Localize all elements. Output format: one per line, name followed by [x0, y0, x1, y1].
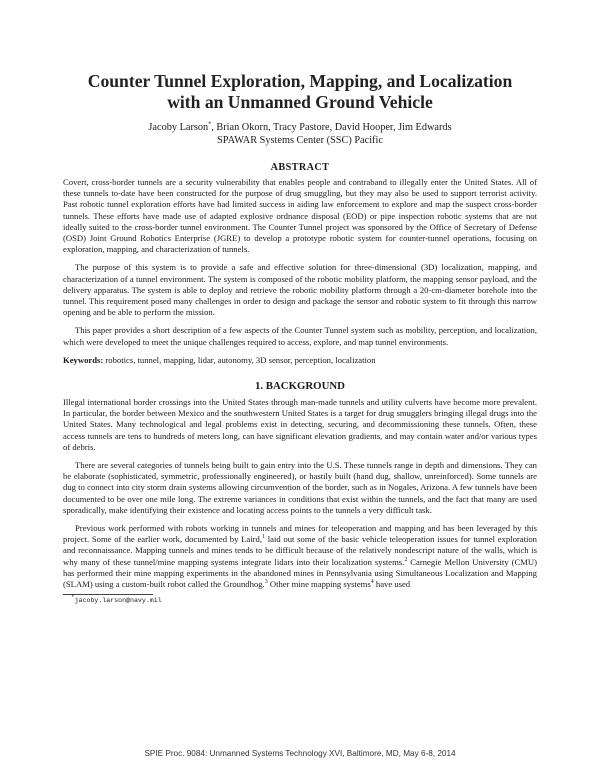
keywords [63, 355, 537, 366]
affiliation: SPAWAR Systems Center (SSC) Pacific [217, 135, 383, 146]
title-line-1: Counter Tunnel Exploration, Mapping, and Localization [87, 71, 513, 91]
footnote-rule [63, 594, 153, 595]
author-rest: , Brian Okorn, Tracy Pastore, David Hooper, Jim Edwards [211, 122, 452, 133]
author-first: Jacoby Larson [148, 122, 209, 133]
citation-4: 4 [370, 579, 374, 586]
citation-2: 2 [404, 556, 408, 563]
section-heading-background: 1. BACKGROUND [255, 380, 345, 393]
abstract-paragraph-2: The purpose of this system is to provide a safe and effective solution for three-dimensional (3D) localization, mapping, and characterization of a tunnel environment. The system is composed of the robotic mobility platform, the mapping sensor payload, and the delivery apparatus. The system is able to deploy and retrieve the robotic mobility platform through a 20-cm-diameter borehole into the tunnel. This requirement posed many challenges in order to design and package the sensor and robotic system to fit through this narrow opening and be able to perform the mission. [63, 262, 537, 318]
background-paragraph-3 [63, 523, 537, 590]
bg-p3-text-a: Previous work performed with robots working in tunnels and mines for teleoperation and mapping and has been leveraged by this project. Some of the earlier work, documented by Laird, [63, 523, 537, 545]
page-footer: SPIE Proc. 9084: Unmanned Systems Technology XVI, Baltimore, MD, May 6-8, 2014 [144, 749, 456, 758]
bg-p3-text-c: Carnegie Mellon University (CMU) has performed their mine mapping experiments in the abandoned mines in Pennsylvania using Simultaneous Localization and Mapping (SLAM) using a custom-built robot called the Groundhog. [63, 556, 537, 590]
keywords-text: robotics, tunnel, mapping, lidar, autonomy, 3D sensor, perception, localization [103, 354, 376, 365]
bg-p3-text-d: Other mine mapping systems [267, 579, 371, 590]
background-paragraph-2: There are several categories of tunnels being built to gain entry into the U.S. These tunnels range in depth and dimensions. They can be elaborate (sophisticated, symmetric, professionally engineered), or hastily built (hand dug, shallow, unreinforced). Some tunnels are dug to connect into city storm drain systems allowing circumvention of the border, such as in Nogales, Arizona. A few tunnels have been documented to be over one mile long. The extreme variances in conditions that exist within the tunnels, and the fact that many are used sporadically, make identifying their existence and locating access points to the tunnels a very difficult task. [63, 460, 537, 515]
citation-3: 3 [264, 579, 268, 586]
abstract-paragraph-1: Covert, cross-border tunnels are a security vulnerability that enables people and contraband to illegally enter the United States. All of these tunnels to-date have been constructed for the purpose of drug smuggling, but they may also be used to support terrorist activity. Past robotic tunnel exploration efforts have had limited success in aiding law enforcement to explore and map the suspect cross-border tunnels. These efforts have made use of adapted explosive ordnance disposal (EOD) or pipe inspection robotic systems that are not ideally suited to the cross-border tunnel environment. The Counter Tunnel project was sponsored by the Office of Secretary of Defense (OSD) Joint Ground Robotics Enterprise (JGRE) to develop a prototype robotic system for counter-tunnel operations, focusing on exploration, mapping, and characterization of tunnels. [63, 177, 537, 255]
background-paragraph-1: Illegal international border crossings into the United States through man-made tunnels and utility culverts have become more prevalent. In particular, the border between Mexico and the southwestern United States is a target for drug smugglers bringing illegal drugs into the United States. Many technological and legal problems exist in detecting, securing, and decommissioning these tunnels. Often, these access tunnels are tens to hundreds of meters long, can have significant elevation gradients, and may contain water and/or various types of debris. [63, 397, 537, 452]
title-line-2: with an Unmanned Ground Vehicle [167, 92, 433, 112]
paper-title [63, 0, 537, 113]
bg-p3-text-b: laid out some of the basic vehicle teleoperation issues for tunnel exploration and reconnaissance. Mapping tunnels and mines tends to be difficult because of the relatively nondescript nature of the walls, which is why many of these tunnel/mine mapping systems integrate lidars into their localization systems. [63, 534, 537, 567]
author-list [63, 121, 537, 134]
footnote-email: jacoby.larson@navy.mil [74, 597, 162, 605]
author-footnote-mark: * [208, 121, 212, 128]
citation-1: 1 [261, 534, 265, 541]
bg-p3-text-e: have used [373, 579, 411, 590]
footnote [63, 596, 537, 605]
keywords-label: Keywords: [63, 354, 104, 365]
abstract-paragraph-3: This paper provides a short description of a few aspects of the Counter Tunnel system such as mobility, perception, and localization, which were developed to meet the unique challenges required to access, explore, and map tunnel environments. [63, 325, 537, 347]
footnote-mark: * [71, 594, 75, 602]
abstract-heading: ABSTRACT [270, 162, 330, 173]
